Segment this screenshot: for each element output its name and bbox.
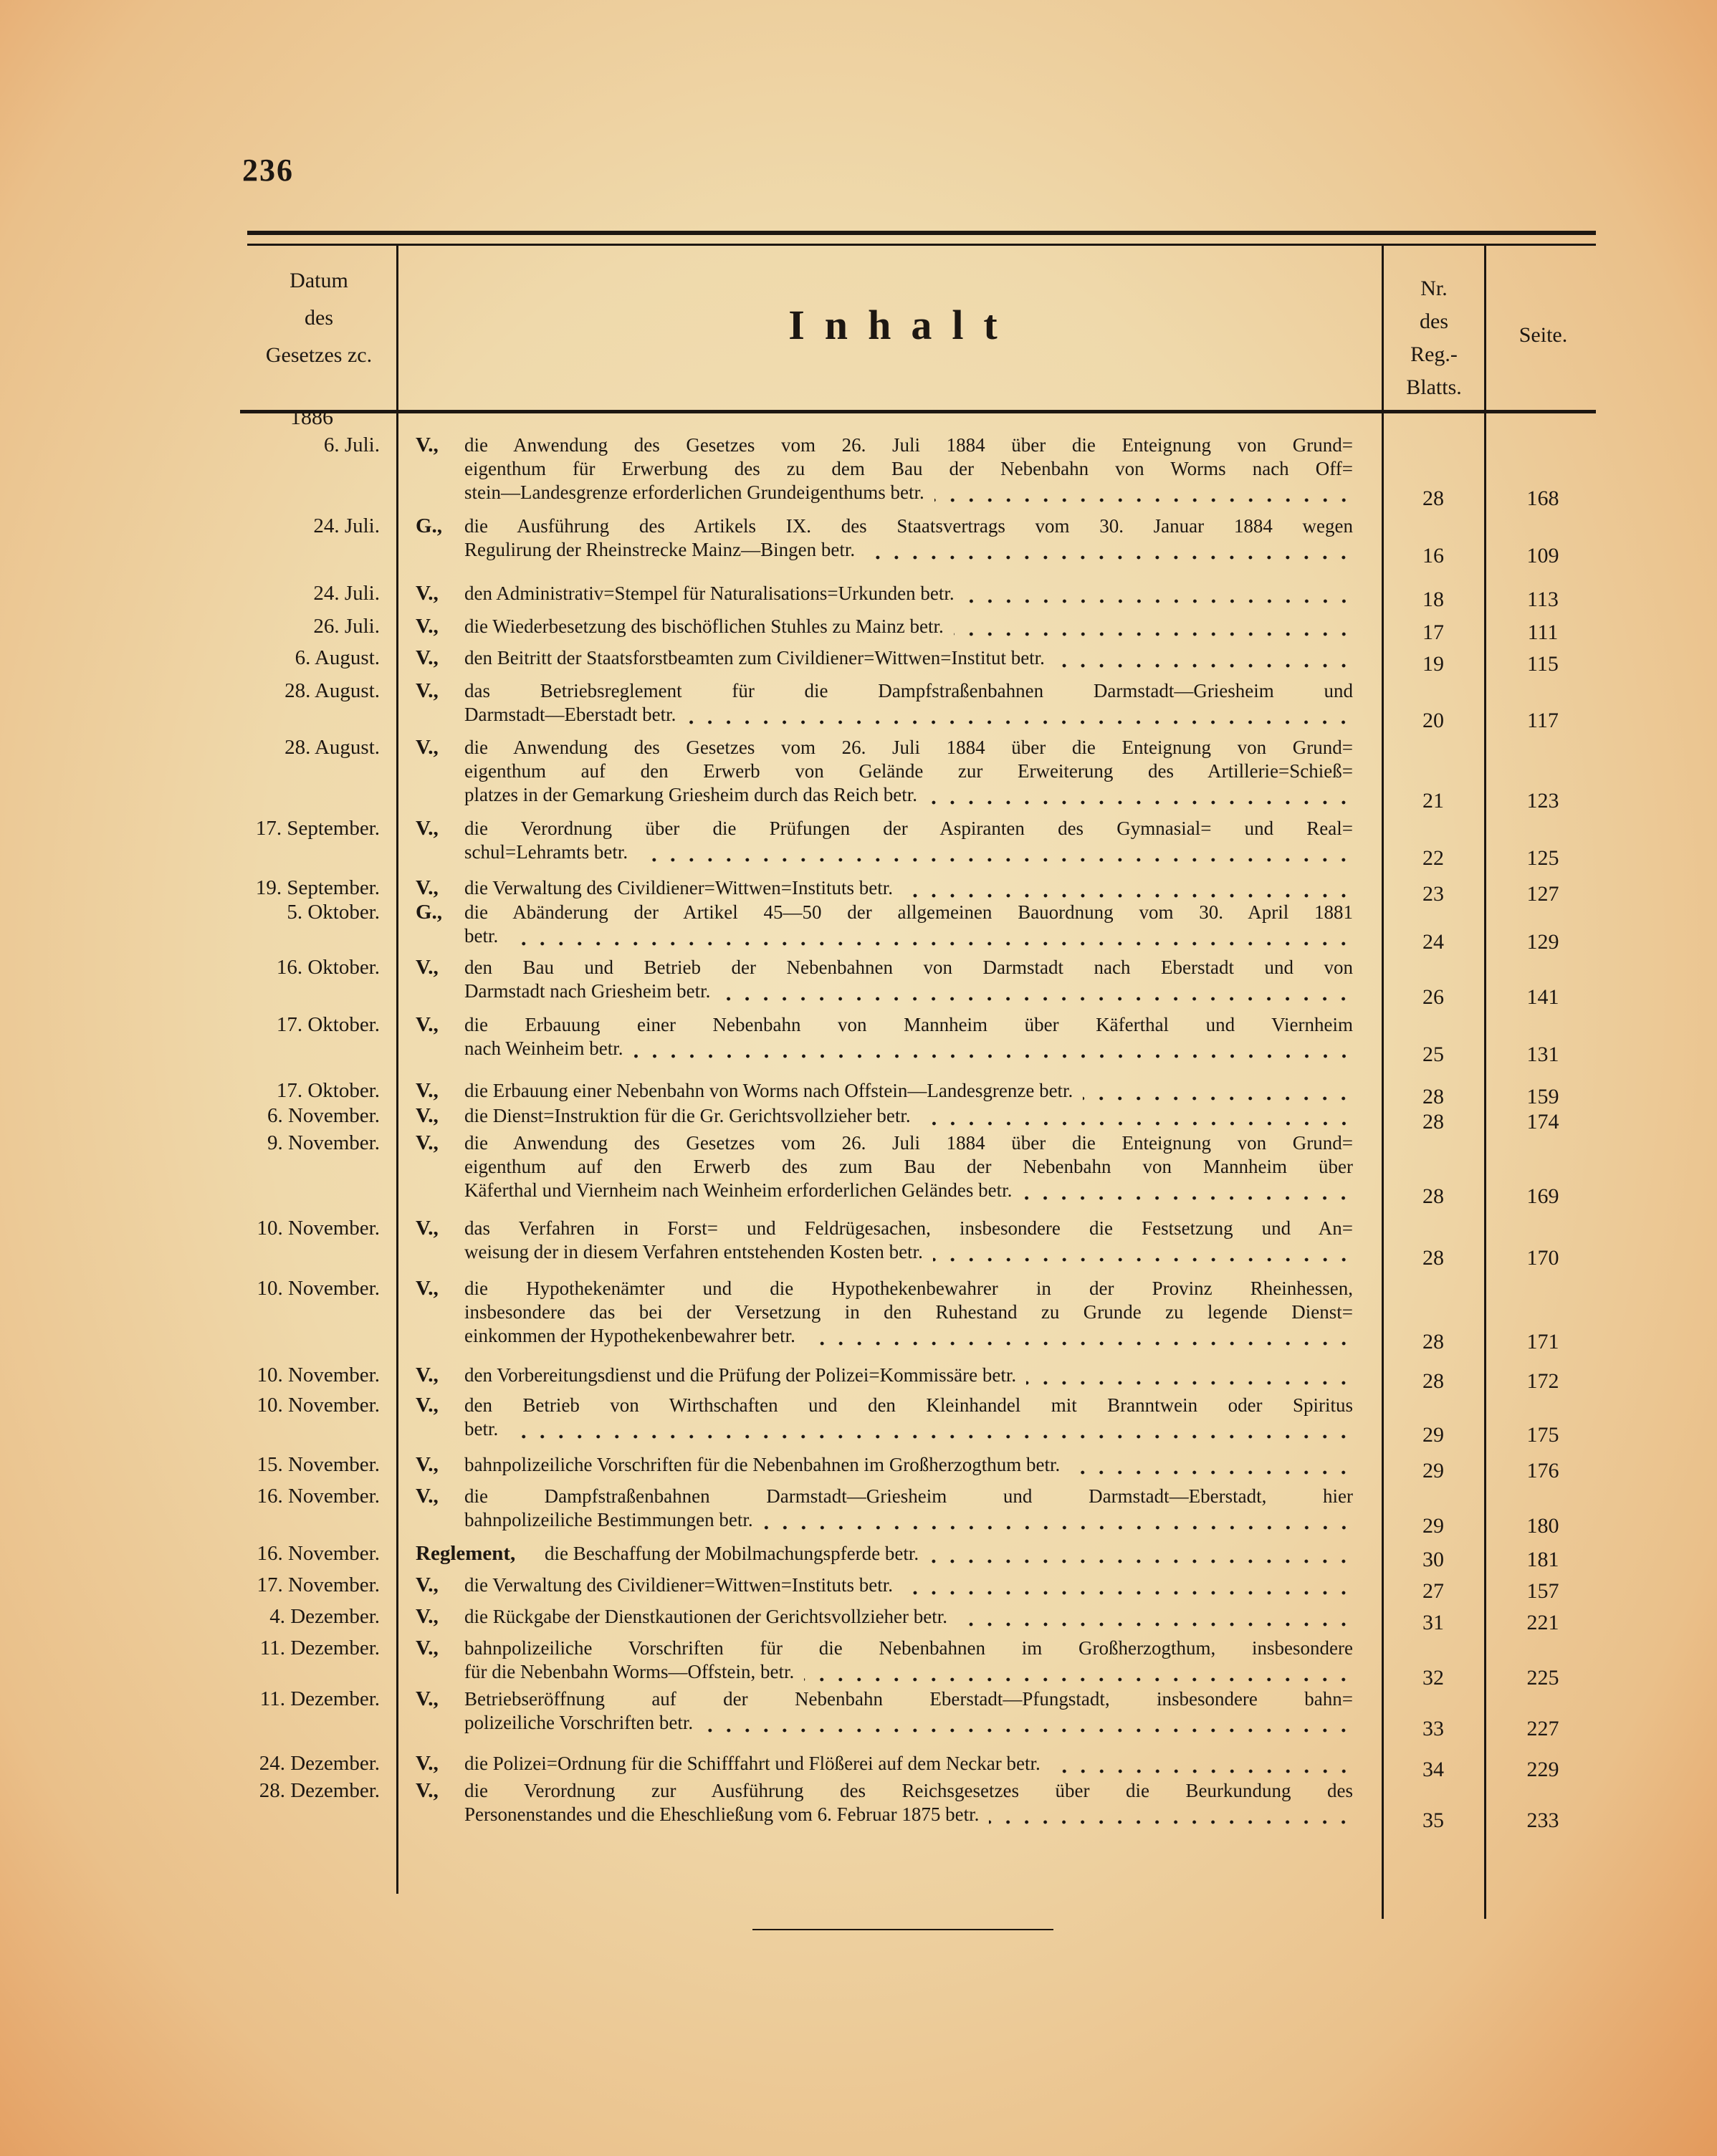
- content-line: Betriebseröffnung auf der Nebenbahn Eberstadt—Pfungstadt, insbesondere bahn=: [464, 1688, 1353, 1710]
- content-cell: [464, 1277, 1353, 1348]
- dot-leader: [763, 1508, 1353, 1532]
- content-text: platzes in der Gemarkung Griesheim durch das Reich betr.: [464, 784, 918, 805]
- date-cell: 24. Dezember.: [259, 1752, 380, 1775]
- content-line: den Bau und Betrieb der Nebenbahnen von Darmstadt nach Eberstadt und von: [464, 957, 1353, 978]
- page-reference: 172: [1526, 1369, 1559, 1393]
- content-cell: [464, 615, 1353, 638]
- content-line: [464, 1605, 1353, 1629]
- content-cell: [464, 1104, 1353, 1128]
- date-cell: 17. Oktober.: [276, 1079, 380, 1102]
- content-line: eigenthum auf den Erwerb von Gelände zur Erweiterung des Artillerie=Schieß=: [464, 760, 1353, 782]
- type-prefix: V.,: [416, 1079, 439, 1102]
- header-content-column: Inhalt: [788, 302, 1018, 348]
- content-text: die Wiederbesetzung des bischöflichen Stuhles zu Mainz betr.: [464, 615, 944, 637]
- date-cell: 19. September.: [255, 876, 380, 899]
- table-row: [0, 679, 1717, 732]
- content-text: die Verwaltung des Civildiener=Wittwen=Instituts betr.: [464, 1574, 894, 1596]
- content-line: [464, 1240, 1353, 1264]
- dot-leader: [638, 840, 1353, 864]
- content-cell: [464, 956, 1353, 1003]
- page-reference: 113: [1527, 588, 1559, 611]
- content-line: [464, 1037, 1353, 1060]
- date-cell: 28. Dezember.: [259, 1779, 380, 1802]
- year-label: 1886: [290, 406, 333, 429]
- content-text: einkommen der Hypothekenbewahrer betr.: [464, 1325, 795, 1346]
- page-reference: 157: [1526, 1579, 1559, 1603]
- reg-blatt-number: 22: [1422, 846, 1444, 870]
- page-reference: 117: [1527, 709, 1559, 732]
- type-prefix: V.,: [416, 1453, 439, 1476]
- dot-leader: [989, 1803, 1353, 1826]
- reg-blatt-number: 28: [1422, 1330, 1444, 1354]
- dot-leader: [903, 1573, 1353, 1597]
- table-row: [0, 736, 1717, 813]
- dot-leader: [1083, 1079, 1353, 1103]
- page-reference: 171: [1526, 1330, 1559, 1354]
- type-prefix: V.,: [416, 1277, 439, 1300]
- content-line: die Anwendung des Gesetzes vom 26. Juli 1884 über die Enteignung von Grund=: [464, 1132, 1353, 1154]
- content-line: das Betriebsreglement für die Dampfstraßenbahnen Darmstadt—Griesheim und: [464, 680, 1353, 701]
- date-cell: 17. Oktober.: [276, 1013, 380, 1036]
- header-bottom-rule: [240, 410, 1596, 413]
- page-reference: 159: [1526, 1085, 1559, 1108]
- page-reference: 123: [1526, 789, 1559, 813]
- content-text: den Beitritt der Staatsforstbeamten zum Civildiener=Wittwen=Institut betr.: [464, 647, 1045, 669]
- top-rule-thick: [247, 231, 1596, 235]
- reg-blatt-number: 29: [1422, 1514, 1444, 1538]
- content-cell: [464, 1217, 1353, 1264]
- content-line: [464, 1573, 1353, 1597]
- content-cell: [464, 679, 1353, 727]
- content-text: die Erbauung einer Nebenbahn von Worms nach Offstein—Landesgrenze betr.: [464, 1080, 1073, 1101]
- type-prefix: V.,: [416, 956, 439, 979]
- content-text: polizeiliche Vorschriften betr.: [464, 1712, 694, 1733]
- date-cell: 17. September.: [255, 817, 380, 840]
- reg-blatt-number: 28: [1422, 1369, 1444, 1393]
- date-cell: 6. November.: [267, 1104, 380, 1127]
- content-cell: [464, 1079, 1353, 1103]
- content-cell: [464, 817, 1353, 864]
- top-rule-thin: [247, 244, 1596, 246]
- content-cell: [464, 1131, 1353, 1202]
- content-line: [464, 646, 1353, 670]
- content-line: die Erbauung einer Nebenbahn von Mannheim über Käferthal und Viernheim: [464, 1014, 1353, 1035]
- page-reference: 174: [1526, 1110, 1559, 1134]
- content-line: [464, 1364, 1353, 1387]
- reg-blatt-number: 24: [1422, 930, 1444, 954]
- type-prefix: V.,: [416, 679, 439, 702]
- dot-leader: [1026, 1364, 1353, 1387]
- content-cell: [464, 1453, 1353, 1477]
- table-row: [0, 1104, 1717, 1134]
- date-cell: 6. Juli.: [323, 433, 380, 456]
- dot-leader: [633, 1037, 1353, 1060]
- content-line: [464, 840, 1353, 864]
- header-date-line: Datum: [290, 269, 348, 292]
- table-row: [0, 582, 1717, 611]
- content-cell: [464, 876, 1353, 900]
- table-row: [0, 1779, 1717, 1832]
- date-cell: 16. November.: [257, 1542, 380, 1565]
- dot-leader: [508, 1417, 1353, 1441]
- content-line: die Anwendung des Gesetzes vom 26. Juli 1884 über die Enteignung von Grund=: [464, 737, 1353, 758]
- header-nr-column: [1384, 272, 1483, 404]
- content-text: die Verwaltung des Civildiener=Wittwen=Instituts betr.: [464, 877, 894, 899]
- content-cell: [464, 1779, 1353, 1826]
- reg-blatt-number: 28: [1422, 1110, 1444, 1134]
- content-line: [464, 582, 1353, 605]
- type-prefix: V.,: [416, 1605, 439, 1628]
- content-cell: [464, 433, 1353, 504]
- page-reference: 221: [1526, 1611, 1559, 1634]
- type-prefix: V.,: [416, 582, 439, 605]
- reg-blatt-number: 28: [1422, 1246, 1444, 1270]
- table-row: [0, 646, 1717, 676]
- table-row: [0, 433, 1717, 510]
- content-line: [464, 615, 1353, 638]
- reg-blatt-number: 19: [1422, 652, 1444, 676]
- dot-leader: [934, 481, 1353, 504]
- table-row: [0, 876, 1717, 906]
- page-reference: 181: [1526, 1548, 1559, 1571]
- type-prefix: V.,: [416, 615, 439, 638]
- content-line: [464, 1660, 1353, 1684]
- content-line: [464, 1104, 1353, 1128]
- page-reference: 169: [1526, 1184, 1559, 1208]
- date-cell: 24. Juli.: [313, 514, 380, 537]
- content-line: [464, 1324, 1353, 1348]
- content-text: Regulirung der Rheinstrecke Mainz—Bingen betr.: [464, 539, 856, 560]
- content-line: [464, 1453, 1353, 1477]
- content-text: betr.: [464, 925, 499, 947]
- date-cell: 28. August.: [284, 679, 380, 702]
- content-text: stein—Landesgrenze erforderlichen Grundeigenthums betr.: [464, 481, 924, 503]
- reg-blatt-number: 20: [1422, 709, 1444, 732]
- reg-blatt-number: 30: [1422, 1548, 1444, 1571]
- date-cell: 4. Dezember.: [269, 1605, 380, 1628]
- content-line: eigenthum für Erwerbung des zu dem Bau der Nebenbahn von Worms nach Off=: [464, 458, 1353, 479]
- page-reference: 109: [1526, 544, 1559, 567]
- content-line: [464, 979, 1353, 1003]
- dot-leader: [686, 703, 1353, 727]
- content-line: [464, 1752, 1353, 1776]
- type-prefix: V.,: [416, 1485, 439, 1508]
- content-cell: [464, 1687, 1353, 1735]
- dot-leader: [921, 1104, 1353, 1128]
- header-date-line: Gesetzes zc.: [265, 343, 373, 367]
- page-reference: 170: [1526, 1246, 1559, 1270]
- reg-blatt-number: 27: [1422, 1579, 1444, 1603]
- page-number: 236: [242, 153, 294, 188]
- table-row: [0, 1277, 1717, 1354]
- reg-blatt-number: 16: [1422, 544, 1444, 567]
- table-row: [0, 1687, 1717, 1740]
- type-prefix: V.,: [416, 1131, 439, 1154]
- content-line: [464, 703, 1353, 727]
- content-text: weisung der in diesem Verfahren entstehenden Kosten betr.: [464, 1241, 923, 1263]
- content-cell: [464, 514, 1353, 562]
- type-prefix: V.,: [416, 817, 439, 840]
- content-text: für die Nebenbahn Worms—Offstein, betr.: [464, 1661, 795, 1682]
- dot-leader: [933, 1240, 1353, 1264]
- type-prefix: Reglement,: [416, 1542, 516, 1565]
- page-reference: 225: [1526, 1666, 1559, 1690]
- content-line: [464, 1508, 1353, 1532]
- page-reference: 180: [1526, 1514, 1559, 1538]
- type-prefix: V.,: [416, 1394, 439, 1417]
- table-row: [0, 1605, 1717, 1634]
- page-reference: 129: [1526, 930, 1559, 954]
- reg-blatt-number: 26: [1422, 985, 1444, 1009]
- reg-blatt-number: 29: [1422, 1423, 1444, 1447]
- type-prefix: V.,: [416, 1752, 439, 1775]
- type-prefix: V.,: [416, 1364, 439, 1386]
- content-line: bahnpolizeiliche Vorschriften für die Nebenbahnen im Großherzogthum, insbesondere: [464, 1637, 1353, 1659]
- header-nr-line: Nr.: [1420, 277, 1448, 300]
- table-row: [0, 1131, 1717, 1208]
- content-cell: [464, 1364, 1353, 1387]
- table-row: [0, 1542, 1717, 1571]
- type-prefix: V.,: [416, 1217, 439, 1240]
- type-prefix: V.,: [416, 876, 439, 899]
- dot-leader: [1051, 1752, 1353, 1776]
- end-rule: [752, 1929, 1053, 1930]
- reg-blatt-number: 33: [1422, 1717, 1444, 1740]
- table-row: [0, 514, 1717, 567]
- content-cell: [464, 736, 1353, 807]
- content-cell: [464, 1605, 1353, 1629]
- content-cell: [464, 582, 1353, 605]
- content-line: die Hypothekenämter und die Hypothekenbewahrer in der Provinz Rheinhessen,: [464, 1278, 1353, 1299]
- dot-leader: [703, 1711, 1353, 1735]
- content-line: das Verfahren in Forst= und Feldrügesachen, insbesondere die Festsetzung und An=: [464, 1217, 1353, 1239]
- content-line: [464, 1079, 1353, 1103]
- date-cell: 16. Oktober.: [276, 956, 380, 979]
- page-reference: 233: [1526, 1808, 1559, 1832]
- header-nr-line: des: [1420, 310, 1448, 333]
- date-cell: 10. November.: [257, 1364, 380, 1386]
- content-line: eigenthum auf den Erwerb des zum Bau der Nebenbahn von Mannheim über: [464, 1156, 1353, 1177]
- date-cell: 28. August.: [284, 736, 380, 759]
- type-prefix: V.,: [416, 1687, 439, 1710]
- content-text: nach Weinheim betr.: [464, 1038, 623, 1059]
- content-cell: [464, 1752, 1353, 1776]
- page-reference: 125: [1526, 846, 1559, 870]
- date-cell: 10. November.: [257, 1217, 380, 1240]
- content-cell: [464, 646, 1353, 670]
- reg-blatt-number: 28: [1422, 487, 1444, 510]
- content-cell: [464, 901, 1353, 948]
- content-line: die Anwendung des Gesetzes vom 26. Juli 1884 über die Enteignung von Grund=: [464, 434, 1353, 456]
- content-cell: [464, 1485, 1353, 1532]
- dot-leader: [508, 924, 1353, 948]
- content-line: [464, 876, 1353, 900]
- content-text: bahnpolizeiliche Vorschriften für die Nebenbahnen im Großherzogthum betr.: [464, 1454, 1061, 1475]
- content-line: die Verordnung über die Prüfungen der Aspiranten des Gymnasial= und Real=: [464, 818, 1353, 839]
- content-line: die Dampfstraßenbahnen Darmstadt—Griesheim und Darmstadt—Eberstadt, hier: [464, 1485, 1353, 1507]
- content-text: bahnpolizeiliche Bestimmungen betr.: [464, 1509, 753, 1530]
- date-cell: 17. November.: [257, 1573, 380, 1596]
- type-prefix: G.,: [416, 901, 443, 924]
- header-nr-line: Reg.-: [1410, 342, 1458, 366]
- page-reference: 131: [1526, 1043, 1559, 1066]
- reg-blatt-number: 18: [1422, 588, 1444, 611]
- header-page-column: Seite.: [1518, 323, 1568, 347]
- dot-leader: [720, 979, 1353, 1003]
- reg-blatt-number: 28: [1422, 1085, 1444, 1108]
- date-cell: 5. Oktober.: [287, 901, 380, 924]
- content-cell: [464, 1013, 1353, 1060]
- date-cell: 11. Dezember.: [259, 1687, 380, 1710]
- reg-blatt-number: 17: [1422, 621, 1444, 644]
- content-line: [464, 1417, 1353, 1441]
- dot-leader: [865, 538, 1353, 562]
- type-prefix: V.,: [416, 1104, 439, 1127]
- table-row: [0, 956, 1717, 1009]
- table-row: [0, 817, 1717, 870]
- content-text: Personenstandes und die Eheschließung vom 6. Februar 1875 betr.: [464, 1803, 980, 1825]
- reg-blatt-number: 31: [1422, 1611, 1444, 1634]
- dot-leader: [965, 582, 1353, 605]
- date-cell: 11. Dezember.: [259, 1637, 380, 1659]
- content-text: Darmstadt nach Griesheim betr.: [464, 980, 711, 1002]
- reg-blatt-number: 21: [1422, 789, 1444, 813]
- content-text: betr.: [464, 1418, 499, 1439]
- content-line: [464, 1179, 1353, 1202]
- content-line: den Betrieb von Wirthschaften und den Kleinhandel mit Branntwein oder Spiritus: [464, 1394, 1353, 1416]
- table-row: [0, 1013, 1717, 1066]
- content-cell: [464, 1394, 1353, 1441]
- date-cell: 10. November.: [257, 1277, 380, 1300]
- page-reference: 127: [1526, 882, 1559, 906]
- page-reference: 141: [1526, 985, 1559, 1009]
- page-reference: 111: [1527, 621, 1559, 644]
- content-line: [464, 1803, 1353, 1826]
- page-reference: 176: [1526, 1459, 1559, 1482]
- content-line: [464, 1711, 1353, 1735]
- type-prefix: V.,: [416, 1573, 439, 1596]
- reg-blatt-number: 34: [1422, 1758, 1444, 1781]
- column-divider-nr: [1484, 246, 1486, 1919]
- dot-leader: [1055, 646, 1353, 670]
- dot-leader: [903, 876, 1353, 900]
- header-nr-line: Blatts.: [1406, 375, 1462, 399]
- column-divider-date: [396, 246, 398, 1894]
- page-reference: 175: [1526, 1423, 1559, 1447]
- date-cell: 24. Juli.: [313, 582, 380, 605]
- dot-leader: [1022, 1179, 1353, 1202]
- dot-leader: [805, 1324, 1353, 1348]
- date-cell: 15. November.: [257, 1453, 380, 1476]
- content-text: die Rückgabe der Dienstkautionen der Gerichtsvollzieher betr.: [464, 1606, 948, 1627]
- page-reference: 168: [1526, 487, 1559, 510]
- dot-leader: [1070, 1453, 1353, 1477]
- content-text: schul=Lehramts betr.: [464, 841, 628, 863]
- reg-blatt-number: 29: [1422, 1459, 1444, 1482]
- type-prefix: V.,: [416, 433, 439, 456]
- page-reference: 229: [1526, 1758, 1559, 1781]
- content-cell: [545, 1542, 1353, 1566]
- reg-blatt-number: 25: [1422, 1043, 1444, 1066]
- content-text: die Polizei=Ordnung für die Schifffahrt und Flößerei auf dem Neckar betr.: [464, 1753, 1041, 1774]
- dot-leader: [954, 615, 1353, 638]
- content-line: die Abänderung der Artikel 45—50 der allgemeinen Bauordnung vom 30. April 1881: [464, 901, 1353, 923]
- type-prefix: V.,: [416, 736, 439, 759]
- date-cell: 26. Juli.: [313, 615, 380, 638]
- content-cell: [464, 1573, 1353, 1597]
- type-prefix: G.,: [416, 514, 443, 537]
- content-line: [464, 538, 1353, 562]
- header-date-line: des: [305, 306, 333, 330]
- reg-blatt-number: 28: [1422, 1184, 1444, 1208]
- table-row: [0, 1573, 1717, 1603]
- content-text: den Vorbereitungsdienst und die Prüfung der Polizei=Kommissäre betr.: [464, 1364, 1017, 1386]
- dot-leader: [957, 1605, 1353, 1629]
- dot-leader: [927, 783, 1353, 807]
- table-row: [0, 1752, 1717, 1781]
- content-text: den Administrativ=Stempel für Naturalisations=Urkunden betr.: [464, 583, 955, 604]
- content-line: insbesondere das bei der Versetzung in den Ruhestand zu Grunde zu legende Dienst=: [464, 1301, 1353, 1323]
- header-date-column: [244, 262, 394, 374]
- date-cell: 6. August.: [295, 646, 380, 669]
- content-line: [545, 1542, 1353, 1566]
- reg-blatt-number: 23: [1422, 882, 1444, 906]
- dot-leader: [929, 1542, 1353, 1566]
- type-prefix: V.,: [416, 1779, 439, 1802]
- reg-blatt-number: 35: [1422, 1808, 1444, 1832]
- content-line: [464, 924, 1353, 948]
- content-text: Käferthal und Viernheim nach Weinheim erforderlichen Geländes betr.: [464, 1179, 1013, 1201]
- content-line: die Verordnung zur Ausführung des Reichsgesetzes über die Beurkundung des: [464, 1780, 1353, 1801]
- page-reference: 227: [1526, 1717, 1559, 1740]
- content-text: Darmstadt—Eberstadt betr.: [464, 704, 676, 725]
- date-cell: 10. November.: [257, 1394, 380, 1417]
- table-row: [0, 1453, 1717, 1482]
- date-cell: 16. November.: [257, 1485, 380, 1508]
- content-text: die Dienst=Instruktion für die Gr. Gerichtsvollzieher betr.: [464, 1105, 911, 1126]
- content-text: die Beschaffung der Mobilmachungspferde betr.: [545, 1543, 919, 1564]
- type-prefix: V.,: [416, 1013, 439, 1036]
- content-line: [464, 783, 1353, 807]
- page-reference: 115: [1527, 652, 1559, 676]
- content-line: [464, 481, 1353, 504]
- type-prefix: V.,: [416, 1637, 439, 1659]
- date-cell: 9. November.: [267, 1131, 380, 1154]
- content-line: die Ausführung des Artikels IX. des Staatsvertrags vom 30. Januar 1884 wegen: [464, 515, 1353, 537]
- content-cell: [464, 1637, 1353, 1684]
- table-row: [0, 1079, 1717, 1108]
- dot-leader: [804, 1660, 1353, 1684]
- type-prefix: V.,: [416, 646, 439, 669]
- reg-blatt-number: 32: [1422, 1666, 1444, 1690]
